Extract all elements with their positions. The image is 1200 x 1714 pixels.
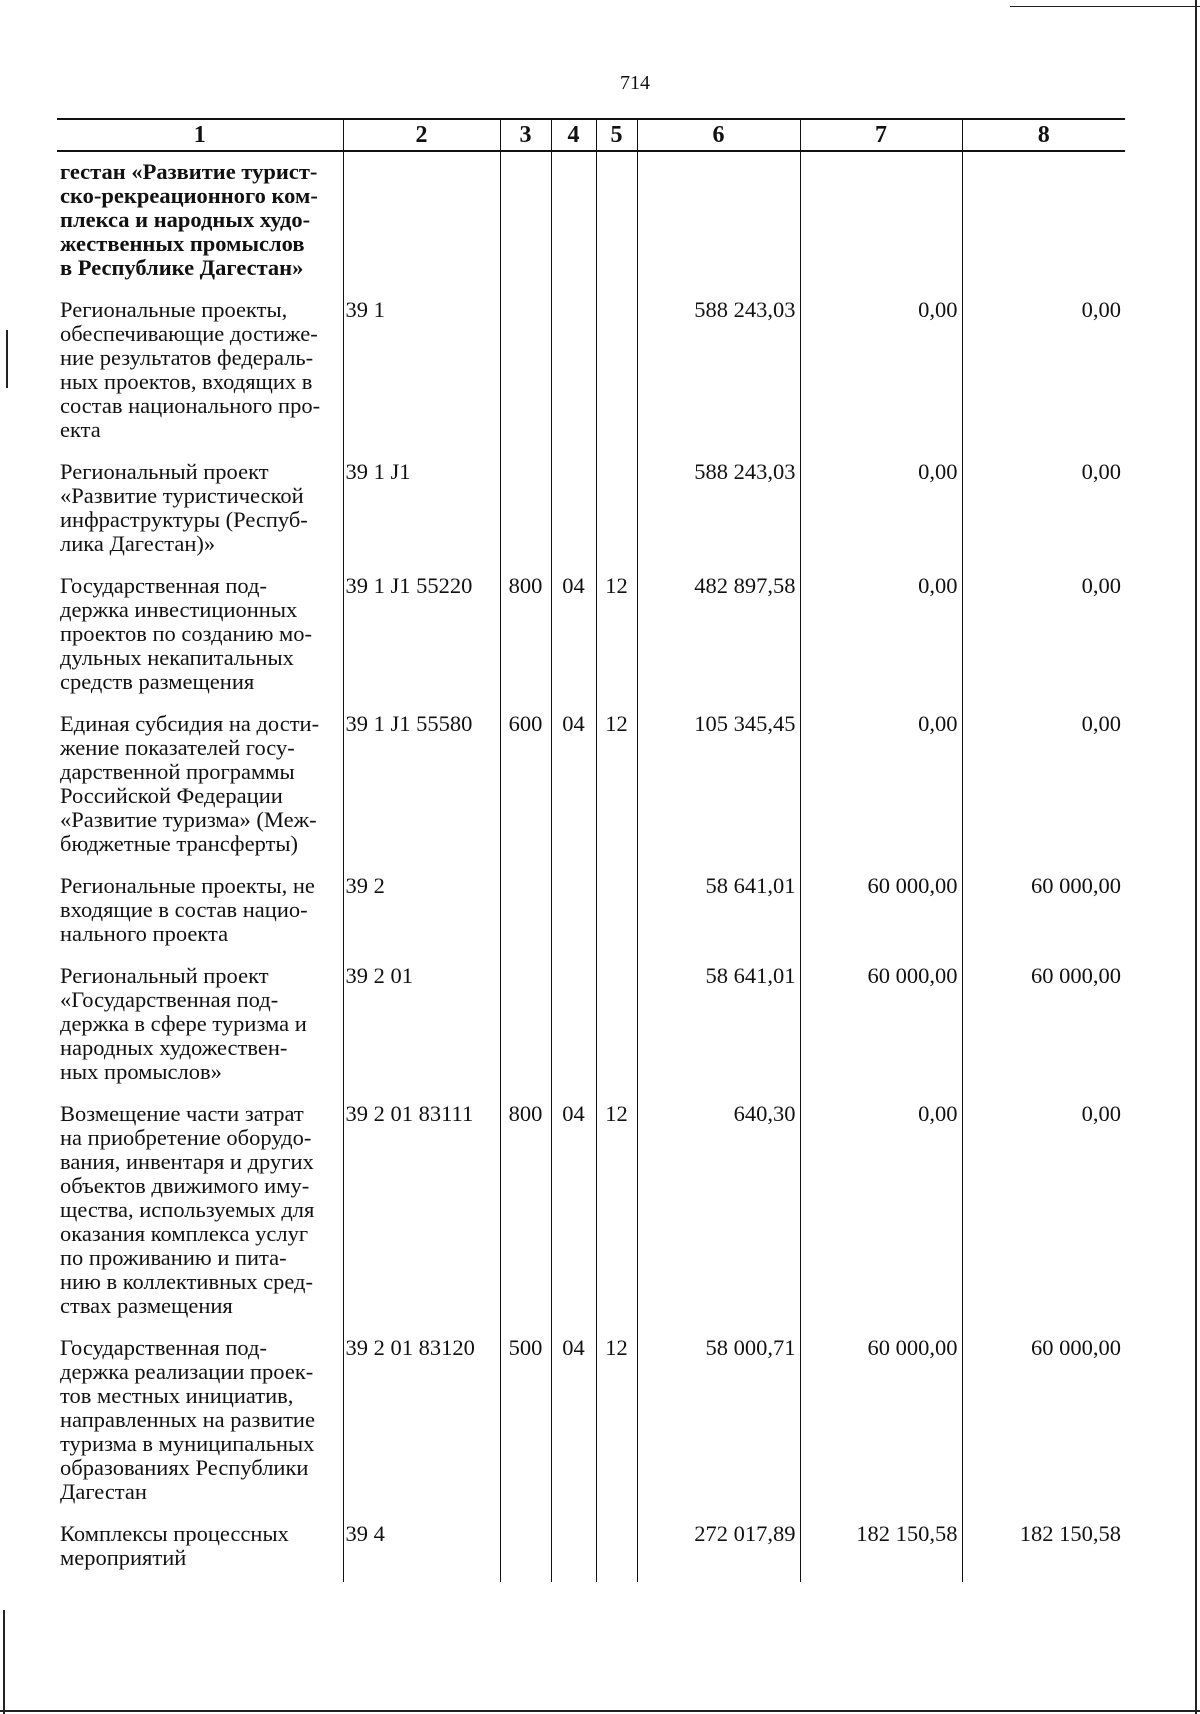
item-name-cell: [57, 568, 343, 706]
item-name-line: мероприятий: [60, 1545, 187, 1570]
table-row: [57, 1516, 1125, 1582]
amount-col8-cell: 0,00: [962, 1096, 1125, 1330]
amount-col8-cell: [962, 151, 1125, 292]
item-name-line: Государственная под-: [60, 1335, 267, 1360]
item-name-line: Региональные проекты,: [60, 297, 288, 322]
table-row: [57, 292, 1125, 454]
col5-cell: [596, 868, 637, 958]
item-name-line: ствах размещения: [60, 1293, 233, 1318]
item-name-line: ско-рекреационного ком-: [60, 183, 318, 208]
amount-col6-cell: 105 345,45: [637, 706, 800, 868]
table-row: [57, 151, 1125, 292]
col5-cell: [596, 454, 637, 568]
item-name-line: Региональные проекты, не: [60, 873, 315, 898]
target-code-cell: 39 4: [343, 1516, 500, 1582]
amount-col6-cell: 272 017,89: [637, 1516, 800, 1582]
item-name-cell: [57, 151, 343, 292]
target-code-cell: 39 2: [343, 868, 500, 958]
table-body: [57, 151, 1125, 1582]
col3-cell: 800: [500, 568, 551, 706]
col3-cell: [500, 958, 551, 1096]
amount-col7-cell: 0,00: [800, 1096, 962, 1330]
amount-col8-cell: 60 000,00: [962, 1330, 1125, 1516]
amount-col8-cell: 0,00: [962, 292, 1125, 454]
item-name-cell: [57, 1096, 343, 1330]
table-row: [57, 568, 1125, 706]
amount-col6-cell: 588 243,03: [637, 292, 800, 454]
amount-col6-cell: 58 000,71: [637, 1330, 800, 1516]
item-name-line: Государственная под-: [60, 573, 267, 598]
item-name-line: держка в сфере туризма и: [60, 1011, 307, 1036]
col4-cell: [551, 868, 596, 958]
item-name-line: инфраструктуры (Респуб-: [60, 507, 308, 532]
item-name-line: лика Дагестан)»: [60, 531, 216, 556]
target-code-cell: [343, 151, 500, 292]
amount-col7-cell: 0,00: [800, 292, 962, 454]
item-name-line: туризма в муниципальных: [60, 1431, 315, 1456]
item-name-line: Российской Федерации: [60, 783, 283, 808]
item-name-cell: [57, 292, 343, 454]
col3-cell: 500: [500, 1330, 551, 1516]
amount-col6-cell: 588 243,03: [637, 454, 800, 568]
item-name-line: по проживанию и пита-: [60, 1245, 287, 1270]
col3-cell: 800: [500, 1096, 551, 1330]
column-header: 2: [343, 119, 500, 151]
amount-col7-cell: 60 000,00: [800, 868, 962, 958]
target-code-cell: 39 1 J1: [343, 454, 500, 568]
col4-cell: 04: [551, 1096, 596, 1330]
table-row: [57, 706, 1125, 868]
item-name-line: Возмещение части затрат: [60, 1101, 304, 1126]
item-name-cell: [57, 454, 343, 568]
scan-border-right: [1195, 0, 1197, 1714]
table-row: [57, 1330, 1125, 1516]
table-header-row: [57, 119, 1125, 151]
col4-cell: [551, 1516, 596, 1582]
col5-cell: [596, 151, 637, 292]
item-name-cell: [57, 868, 343, 958]
amount-col8-cell: 0,00: [962, 706, 1125, 868]
item-name-line: дульных некапитальных: [60, 645, 294, 670]
amount-col8-cell: 0,00: [962, 454, 1125, 568]
scan-mark-left: [6, 330, 8, 388]
budget-table: [57, 118, 1125, 1582]
target-code-cell: 39 2 01 83111: [343, 1096, 500, 1330]
item-name-line: образованиях Республики: [60, 1455, 309, 1480]
amount-col8-cell: 0,00: [962, 568, 1125, 706]
column-header: 4: [551, 119, 596, 151]
col3-cell: [500, 292, 551, 454]
item-name-line: входящие в состав нацио-: [60, 897, 308, 922]
item-name-line: в Республике Дагестан»: [60, 255, 304, 280]
item-name-line: Комплексы процессных: [60, 1521, 289, 1546]
item-name-line: жественных промыслов: [60, 231, 305, 256]
amount-col7-cell: 182 150,58: [800, 1516, 962, 1582]
col4-cell: [551, 454, 596, 568]
item-name-line: проектов по созданию мо-: [60, 621, 313, 646]
item-name-cell: [57, 1330, 343, 1516]
col5-cell: [596, 292, 637, 454]
target-code-cell: 39 1: [343, 292, 500, 454]
item-name-line: ние результатов федераль-: [60, 345, 314, 370]
col3-cell: [500, 151, 551, 292]
amount-col6-cell: [637, 151, 800, 292]
target-code-cell: 39 2 01: [343, 958, 500, 1096]
item-name-line: вания, инвентаря и других: [60, 1149, 314, 1174]
col3-cell: [500, 454, 551, 568]
amount-col7-cell: 60 000,00: [800, 958, 962, 1096]
col4-cell: 04: [551, 706, 596, 868]
target-code-cell: 39 1 J1 55220: [343, 568, 500, 706]
col4-cell: [551, 292, 596, 454]
item-name-line: народных художествен-: [60, 1035, 288, 1060]
amount-col7-cell: [800, 151, 962, 292]
item-name-line: плекса и народных худо-: [60, 207, 311, 232]
item-name-line: тов местных инициатив,: [60, 1383, 294, 1408]
col5-cell: 12: [596, 1096, 637, 1330]
amount-col7-cell: 0,00: [800, 706, 962, 868]
amount-col8-cell: 60 000,00: [962, 868, 1125, 958]
col5-cell: 12: [596, 1330, 637, 1516]
item-name-line: состав национального про-: [60, 393, 321, 418]
item-name-line: объектов движимого иму-: [60, 1173, 310, 1198]
col4-cell: [551, 958, 596, 1096]
col5-cell: 12: [596, 568, 637, 706]
item-name-line: ных проектов, входящих в: [60, 369, 313, 394]
item-name-line: направленных на развитие: [60, 1407, 315, 1432]
amount-col8-cell: 60 000,00: [962, 958, 1125, 1096]
amount-col6-cell: 482 897,58: [637, 568, 800, 706]
column-header: 5: [596, 119, 637, 151]
item-name-cell: [57, 706, 343, 868]
item-name-line: екта: [60, 417, 101, 442]
item-name-line: «Развитие туристической: [60, 483, 304, 508]
item-name-line: Региональный проект: [60, 459, 269, 484]
col3-cell: [500, 868, 551, 958]
item-name-line: гестан «Развитие турист-: [60, 159, 318, 184]
item-name-line: дарственной программы: [60, 759, 295, 784]
scan-border-left: [3, 1610, 5, 1714]
amount-col7-cell: 0,00: [800, 454, 962, 568]
item-name-line: держка реализации проек-: [60, 1359, 314, 1384]
item-name-line: оказания комплекса услуг: [60, 1221, 309, 1246]
col4-cell: 04: [551, 568, 596, 706]
item-name-line: средств размещения: [60, 669, 255, 694]
col3-cell: [500, 1516, 551, 1582]
amount-col7-cell: 0,00: [800, 568, 962, 706]
amount-col6-cell: 640,30: [637, 1096, 800, 1330]
scan-border-bottom: [0, 1710, 1200, 1712]
scan-mark-top: [1010, 6, 1200, 7]
target-code-cell: 39 1 J1 55580: [343, 706, 500, 868]
item-name-line: жение показателей госу-: [60, 735, 295, 760]
col4-cell: 04: [551, 1330, 596, 1516]
item-name-cell: [57, 958, 343, 1096]
col4-cell: [551, 151, 596, 292]
amount-col6-cell: 58 641,01: [637, 958, 800, 1096]
page-number: 714: [620, 72, 650, 94]
col5-cell: [596, 1516, 637, 1582]
item-name-line: щества, используемых для: [60, 1197, 315, 1222]
column-header: 1: [57, 119, 343, 151]
item-name-line: бюджетные трансферты): [60, 831, 299, 856]
col5-cell: 12: [596, 706, 637, 868]
item-name-line: держка инвестиционных: [60, 597, 298, 622]
column-header: 8: [962, 119, 1125, 151]
column-header: 3: [500, 119, 551, 151]
item-name-line: нию в коллективных сред-: [60, 1269, 313, 1294]
item-name-line: нального проекта: [60, 921, 229, 946]
item-name-line: ных промыслов»: [60, 1059, 222, 1084]
item-name-line: «Государственная под-: [60, 987, 279, 1012]
item-name-line: Региональный проект: [60, 963, 269, 988]
amount-col7-cell: 60 000,00: [800, 1330, 962, 1516]
item-name-line: на приобретение оборудо-: [60, 1125, 312, 1150]
table-row: [57, 1096, 1125, 1330]
table-row: [57, 868, 1125, 958]
table-row: [57, 958, 1125, 1096]
item-name-line: обеспечивающие достиже-: [60, 321, 318, 346]
table-row: [57, 454, 1125, 568]
target-code-cell: 39 2 01 83120: [343, 1330, 500, 1516]
column-header: 6: [637, 119, 800, 151]
amount-col6-cell: 58 641,01: [637, 868, 800, 958]
item-name-line: Единая субсидия на дости-: [60, 711, 320, 736]
item-name-cell: [57, 1516, 343, 1582]
item-name-line: Дагестан: [60, 1479, 147, 1504]
item-name-line: «Развитие туризма» (Меж-: [60, 807, 317, 832]
col5-cell: [596, 958, 637, 1096]
col3-cell: 600: [500, 706, 551, 868]
column-header: 7: [800, 119, 962, 151]
amount-col8-cell: 182 150,58: [962, 1516, 1125, 1582]
